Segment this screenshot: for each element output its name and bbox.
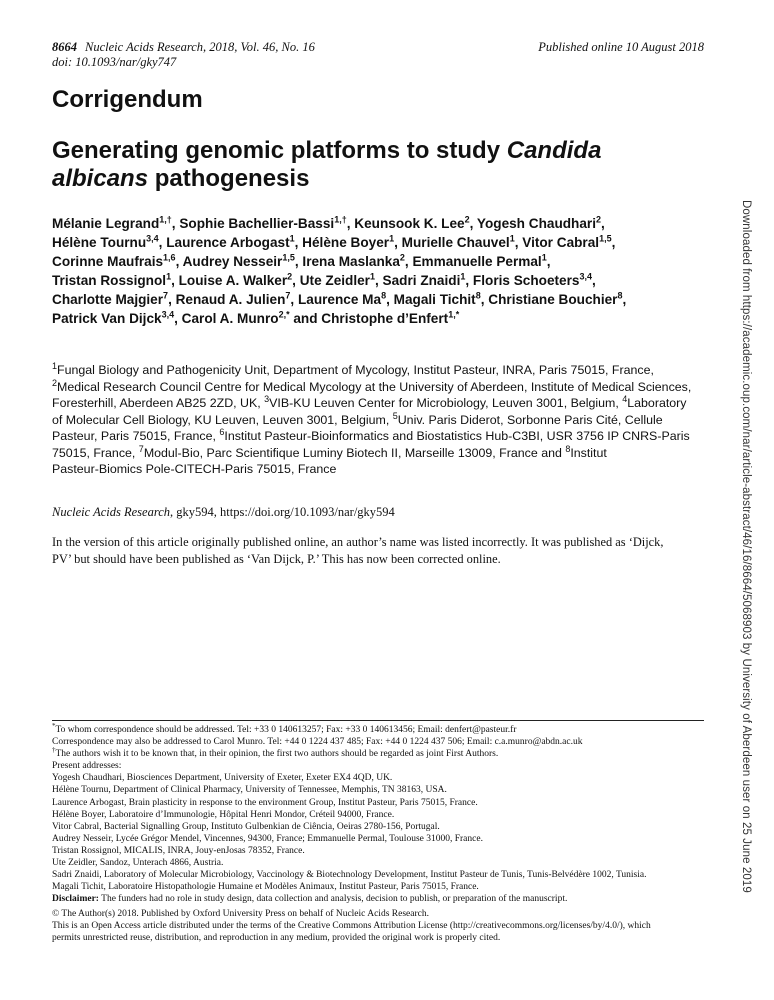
author-affiliation-marker: 2 [464, 214, 470, 225]
footnote-marker: * [52, 721, 56, 730]
author-name: , Renaud A. Julien [168, 292, 286, 307]
footnote-text: Correspondence may also be addressed to Carol Munro. Tel: +44 0 1224 437 485; Fax: +44 0 1224 437 506; Email: c.a.munro@abdn.ac.uk [52, 737, 583, 748]
footnote-divider [52, 720, 704, 721]
author-name: , Laurence Arbogast [158, 235, 290, 250]
footnote-line [52, 736, 712, 748]
footnote-line [52, 809, 712, 821]
footnote-line [52, 772, 712, 784]
affiliation-text: Pasteur, Paris 75015, France, [52, 429, 220, 443]
title-italic-species: albicans [52, 165, 149, 192]
author-line [52, 233, 712, 252]
author-name: , Ute Zeidler [292, 273, 370, 288]
author-affiliation-marker: 1 [509, 233, 515, 244]
affiliation-number: 3 [264, 393, 270, 404]
footnote-line [52, 760, 712, 772]
author-affiliation-marker: 8 [475, 290, 481, 301]
affiliation-line [52, 445, 712, 462]
affiliation-line [52, 362, 712, 379]
footnote-text: Hélène Boyer, Laboratoire d’Immunologie, Hôpital Henri Mondor, Créteil 94000, France. [52, 809, 395, 820]
affiliation-line [52, 428, 712, 445]
footnote-line [52, 784, 712, 796]
watermark-text: Downloaded from https://academic.oup.com/nar/article-abstract/46/16/8664/5068903 by University of Aberdeen user on 25 June 2019 [740, 200, 752, 893]
author-affiliation-marker: 7 [163, 290, 169, 301]
disclaimer [52, 893, 712, 905]
footnote-text: Present addresses: [52, 761, 122, 772]
affiliation-text: Fungal Biology and Pathogenicity Unit, Department of Mycology, Institut Pasteur, INRA, Paris 75015, France, [57, 363, 654, 377]
affiliation-number: 4 [622, 393, 628, 404]
author-name: , Murielle Chauvel [394, 235, 510, 250]
author-affiliation-marker: 2 [399, 252, 405, 263]
author-name: Mélanie Legrand [52, 216, 160, 231]
footnote-text: To whom correspondence should be addressed. Tel: +33 0 140613257; Fax: +33 0 140613456; Email: denfert@pasteur.fr [55, 725, 517, 735]
author-affiliation-marker: 1 [289, 233, 295, 244]
disclaimer-label: Disclaimer: [52, 894, 99, 905]
license-line: © The Author(s) 2018. Published by Oxford University Press on behalf of Nucleic Acids Research. [52, 909, 429, 919]
affiliation-number: 6 [219, 426, 225, 437]
footnote-line [52, 797, 712, 809]
footnote-line [52, 833, 712, 845]
author-line [52, 290, 712, 309]
author-affiliation-marker: 1,5 [282, 252, 295, 263]
affiliation-line [52, 461, 712, 478]
author-name: , Christiane Bouchier [480, 292, 618, 307]
author-name: , Carol A. Munro [174, 311, 279, 326]
author-name: , Laurence Ma [290, 292, 382, 307]
affiliation-text: Univ. Paris Diderot, Sorbonne Paris Cité, Cellule [397, 412, 663, 427]
affiliation-number: 8 [565, 443, 571, 454]
affiliation-text: Institut [570, 445, 607, 460]
author-line [52, 214, 712, 233]
author-line [52, 252, 712, 271]
author-name: , Emmanuelle Permal [404, 254, 542, 269]
footnote-text: Audrey Nesseir, Lycée Grégor Mendel, Vincennes, 94300, France; Emmanuelle Permal, Toulouse 31000, France. [52, 833, 483, 844]
affiliation-text: Institut Pasteur-Bioinformatics and Biostatistics Hub-C3BI, USR 3756 IP CNRS-Paris [224, 429, 690, 443]
footnotes [52, 721, 712, 905]
footnote-text: Sadri Znaidi, Laboratory of Molecular Microbiology, Vaccinology & Biotechnology Development, Institut Pasteur de Tunis, Tunis-Belvédère 1002, Tunisia. [52, 870, 647, 881]
author-affiliation-marker: 2 [287, 271, 293, 282]
footnote-line [52, 821, 712, 833]
title-italic-genus: Candida [506, 137, 602, 164]
footnote-text: Laurence Arbogast, Brain plasticity in response to the environment Group, Institut Pasteur, Paris 75015, France. [52, 797, 478, 808]
author-name: , Sophie Bachellier-Bassi [171, 216, 335, 231]
author-name: , [601, 216, 605, 231]
author-list [52, 214, 712, 328]
download-watermark [740, 200, 768, 893]
footnote-line [52, 881, 712, 893]
footnote-text: Vitor Cabral, Bacterial Signalling Group, Instituto Gulbenkian de Ciência, Oeiras 2780-156, Portugal. [52, 821, 440, 832]
title-text-end: pathogenesis [148, 165, 310, 192]
page-header [52, 40, 704, 70]
author-affiliation-marker: 1 [541, 252, 547, 263]
page-number: 8664 [52, 40, 77, 54]
affiliation-number: 2 [52, 377, 58, 388]
affiliation-text: Laboratory [627, 396, 687, 410]
correction-text [52, 534, 712, 567]
author-affiliation-marker: 8 [381, 290, 387, 301]
affiliation-line [52, 412, 712, 429]
journal-info: Nucleic Acids Research, 2018, Vol. 46, No. 16 [85, 40, 315, 54]
license-line: permits unrestricted reuse, distribution, and reproduction in any medium, provided the original work is properly cited. [52, 933, 501, 944]
author-name: , Sadri Znaidi [375, 273, 461, 288]
affiliation-line [52, 395, 712, 412]
author-name: , Keunsook K. Lee [346, 216, 465, 231]
footnote-line [52, 721, 712, 736]
footnote-text: Hélène Tournu, Department of Clinical Pharmacy, University of Tennessee, Memphis, TN 38163, USA. [52, 785, 447, 796]
author-name: , [611, 235, 616, 250]
footnote-line [52, 857, 712, 869]
body-line: PV’ but should have been published as ‘Van Dijck, P.’ This has now been corrected online. [52, 551, 501, 566]
affiliation-text: 75015, France, [52, 445, 139, 460]
author-name: , Magali Tichit [386, 292, 476, 307]
author-line [52, 271, 712, 290]
author-affiliation-marker: 2 [596, 214, 602, 225]
affiliation-text: Foresterhill, Aberdeen AB25 2ZD, UK, [52, 396, 265, 410]
citation-doi[interactable]: , gky594, https://doi.org/10.1093/nar/gky594 [170, 505, 395, 519]
author-name: Corinne Maufrais [52, 254, 164, 269]
author-affiliation-marker: 8 [617, 290, 623, 301]
article-title [52, 137, 672, 193]
footnote-text: Tristan Rossignol, MICALIS, INRA, Jouy-enJosas 78352, France. [52, 845, 305, 856]
section-title: Corrigendum [52, 86, 203, 113]
disclaimer-text: The funders had no role in study design, data collection and analysis, decision to publish, or preparation of the manuscript. [98, 894, 568, 905]
doi[interactable]: doi: 10.1093/nar/gky747 [52, 55, 177, 69]
author-affiliation-marker: 1,† [334, 214, 347, 225]
author-affiliation-marker: 1,5 [599, 233, 612, 244]
affiliations [52, 362, 712, 478]
author-name: Hélène Tournu [52, 235, 147, 250]
footnote-text: Yogesh Chaudhari, Biosciences Department, University of Exeter, Exeter EX4 4QD, UK. [52, 773, 393, 784]
author-affiliation-marker: 1 [389, 233, 395, 244]
footnote-text: Ute Zeidler, Sandoz, Unterach 4866, Austria. [52, 858, 224, 869]
author-name: Charlotte Majgier [52, 292, 164, 307]
body-line: In the version of this article originally published online, an author’s name was listed incorrectly. It was published as ‘Dijck, [52, 535, 664, 549]
license-block [52, 908, 712, 944]
author-affiliation-marker: 2,* [278, 309, 290, 320]
author-affiliation-marker: 1 [369, 271, 375, 282]
footnote-marker: † [52, 746, 56, 755]
author-affiliation-marker: 3,4 [579, 271, 592, 282]
footnote-line [52, 748, 712, 760]
footnote-line [52, 869, 712, 881]
affiliation-line [52, 379, 712, 396]
affiliation-text: Medical Research Council Centre for Medical Mycology at the University of Aberdeen, Institute of Medical Sciences, [57, 379, 692, 394]
author-name: , Louise A. Walker [171, 273, 288, 288]
author-name: Patrick Van Dijck [52, 311, 162, 326]
title-text: Generating genomic platforms to study [52, 137, 507, 164]
footnote-text: Magali Tichit, Laboratoire Histopathologie Humaine et Modèles Animaux, Institut Pasteur, Paris 75015, France. [52, 882, 479, 893]
footnote-line [52, 845, 712, 857]
author-affiliation-marker: 3,4 [146, 233, 159, 244]
author-name: , Hélène Boyer [294, 235, 390, 250]
affiliation-number: 1 [52, 360, 58, 371]
citation [52, 505, 395, 520]
author-name: , [622, 292, 627, 307]
author-name: , [546, 254, 551, 269]
author-affiliation-marker: 1,* [448, 309, 460, 320]
affiliation-number: 7 [138, 443, 144, 454]
citation-journal: Nucleic Acids Research [52, 505, 171, 519]
author-affiliation-marker: 1 [166, 271, 172, 282]
affiliation-number: 5 [392, 410, 398, 421]
author-affiliation-marker: 1,6 [163, 252, 176, 263]
author-name: and Christophe d’Enfert [289, 311, 449, 326]
author-name: , Vitor Cabral [514, 235, 600, 250]
affiliation-text: Pasteur-Biomics Pole-CITECH-Paris 75015, France [52, 462, 337, 476]
affiliation-text: Modul-Bio, Parc Scientifique Luminy Biotech II, Marseille 13009, France and [143, 445, 566, 460]
author-name: , [591, 273, 596, 288]
author-name: , Audrey Nesseir [175, 254, 283, 269]
affiliation-text: VIB-KU Leuven Center for Microbiology, Leuven 3001, Belgium, [269, 396, 623, 410]
author-name: , Yogesh Chaudhari [469, 216, 596, 231]
published-date: Published online 10 August 2018 [538, 40, 704, 54]
author-affiliation-marker: 1 [460, 271, 466, 282]
author-affiliation-marker: 7 [285, 290, 291, 301]
author-name: , Floris Schoeters [465, 273, 580, 288]
author-name: , Irena Maslanka [294, 254, 400, 269]
author-name: Tristan Rossignol [52, 273, 167, 288]
author-affiliation-marker: 3,4 [161, 309, 175, 320]
author-line [52, 309, 712, 328]
affiliation-text: of Molecular Cell Biology, KU Leuven, Leuven 3001, Belgium, [52, 412, 393, 427]
header-left [52, 40, 315, 70]
footnote-text: The authors wish it to be known that, in their opinion, the first two authors should be regarded as joint First Authors. [55, 749, 499, 760]
license-line: This is an Open Access article distributed under the terms of the Creative Commons Attribution License (http://creativecommons.org/licenses/by/4.0/), which [52, 921, 651, 932]
author-affiliation-marker: 1,† [159, 214, 172, 225]
